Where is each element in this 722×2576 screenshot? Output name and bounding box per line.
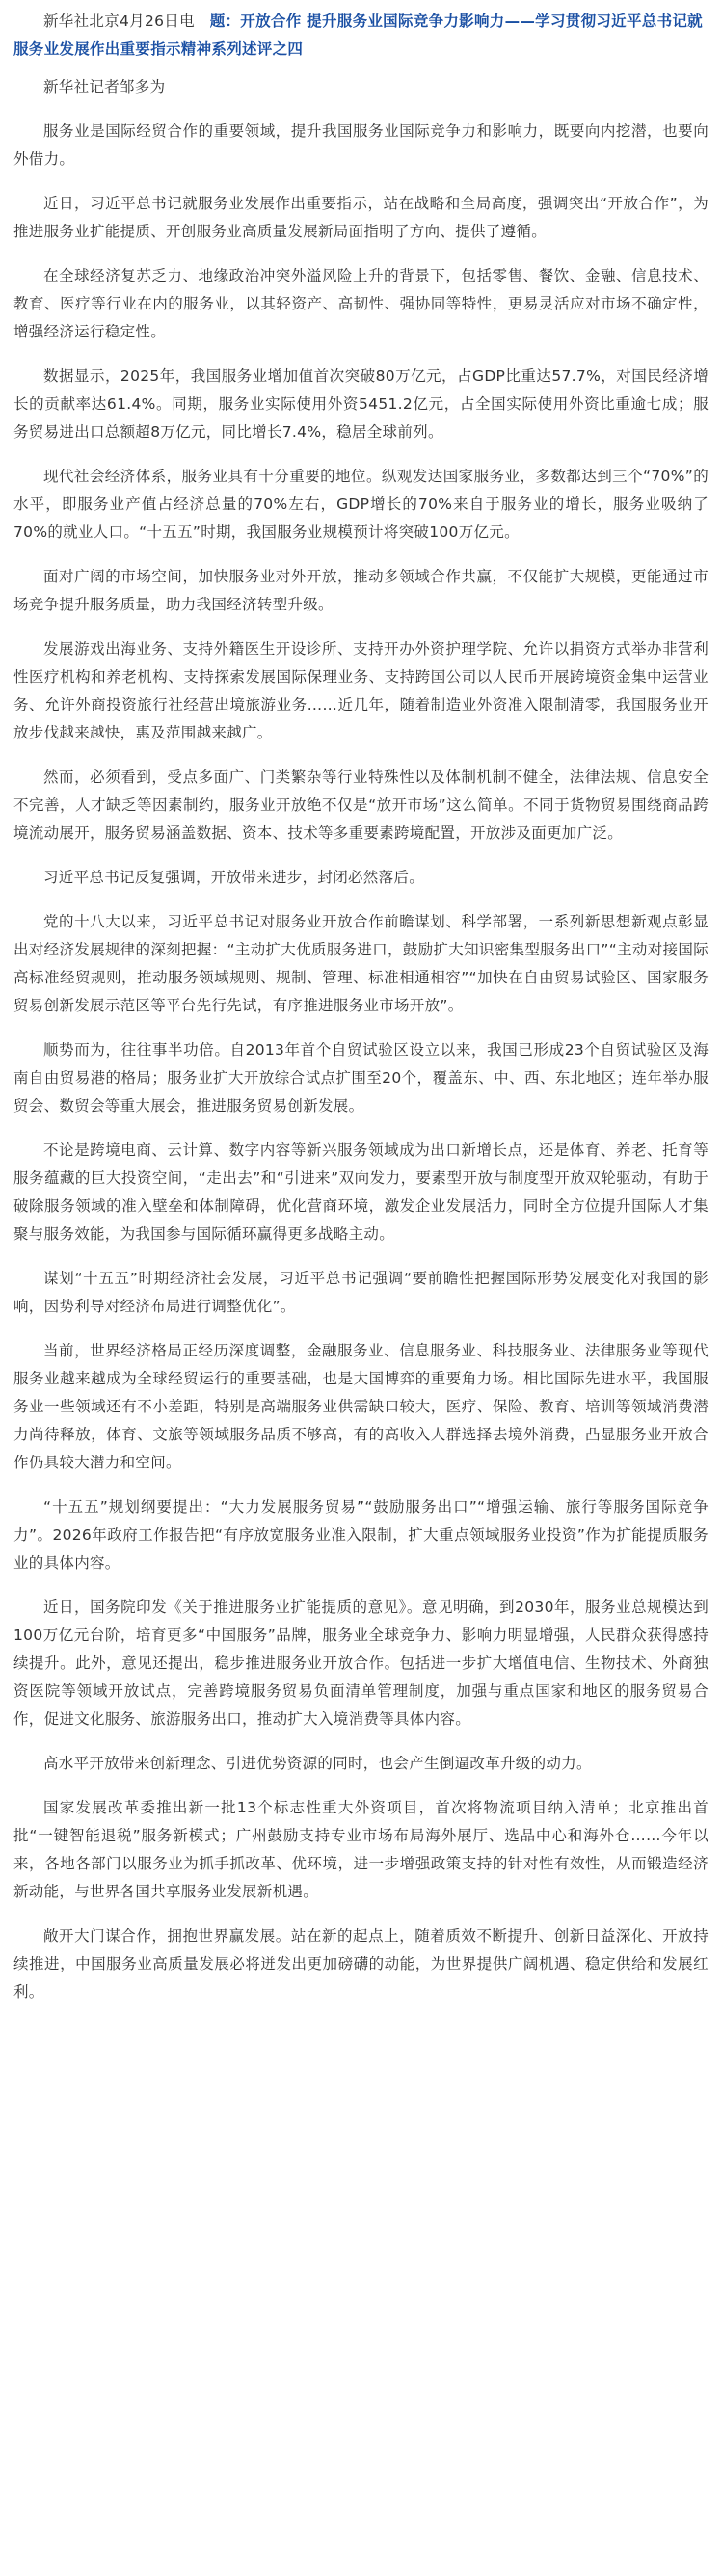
- paragraph: 顺势而为，往往事半功倍。自2013年首个自贸试验区设立以来，我国已形成23个自贸试验区及海南自由贸易港的格局；服务业扩大开放综合试点扩围至20个，覆盖东、中、西、东北地区；连年举办服贸会、数贸会等重大展会，推进服务贸易创新发展。: [13, 1041, 709, 1114]
- paragraph: 现代社会经济体系，服务业具有十分重要的地位。纵观发达国家服务业，多数都达到三个“70%”的水平，即服务业产值占经济总量的70%左右，GDP增长的70%来自于服务业的增长，服务业吸纳了70%的就业人口。“十五五”时期，我国服务业规模预计将突破100万亿元。: [13, 468, 709, 541]
- paragraph: 服务业是国际经贸合作的重要领域，提升我国服务业国际竞争力和影响力，既要向内挖潜，也要向外借力。: [13, 122, 709, 168]
- byline: 新华社记者邹多为: [43, 78, 166, 95]
- paragraph: 当前，世界经济格局正经历深度调整，金融服务业、信息服务业、科技服务业、法律服务业等现代服务业越来越成为全球经贸运行的重要基础，也是大国博弈的重要角力场。相比国际先进水平，我国服务业一些领域还有不小差距，特别是高端服务业供需缺口较大，医疗、保险、教育、培训等领域消费潜力尚待释放，体育、文旅等领域服务品质不够高，有的高收入人群选择去境外消费，凸显服务业开放合作仍具较大潜力和空间。: [13, 1342, 709, 1471]
- paragraph: 近日，习近平总书记就服务业发展作出重要指示，站在战略和全局高度，强调突出“开放合作”，为推进服务业扩能提质、开创服务业高质量发展新局面指明了方向、提供了遵循。: [13, 195, 709, 240]
- paragraph: 党的十八大以来，习近平总书记对服务业开放合作前瞻谋划、科学部署，一系列新思想新观点彰显出对经济发展规律的深刻把握：“主动扩大优质服务进口，鼓励扩大知识密集型服务出口”“主动对接国际高标准经贸规则，推动服务领域规则、规制、管理、标准相通相容”“加快在自由贸易试验区、国家服务贸易创新发展示范区等平台先行先试，有序推进服务业市场开放”。: [13, 913, 709, 1014]
- article-header: [13, 8, 709, 64]
- paragraph: 不论是跨境电商、云计算、数字内容等新兴服务领域成为出口新增长点，还是体育、养老、托育等服务蕴藏的巨大投资空间，“走出去”和“引进来”双向发力，要素型开放与制度型开放双轮驱动，有助于破除服务领域的准入壁垒和体制障碍，优化营商环境，激发企业发展活力，同时全方位提升国际人才集聚与服务效能，为我国参与国际循环赢得更多战略主动。: [13, 1141, 709, 1243]
- paragraph: 数据显示，2025年，我国服务业增加值首次突破80万亿元，占GDP比重达57.7%，对国民经济增长的贡献率达61.4%。同期，服务业实际使用外资5451.2亿元，占全国实际使用外资比重逾七成；服务贸易进出口总额超8万亿元，同比增长7.4%，稳居全球前列。: [13, 367, 709, 441]
- paragraph: 谋划“十五五”时期经济社会发展，习近平总书记强调“要前瞻性把握国际形势发展变化对我国的影响，因势利导对经济布局进行调整优化”。: [13, 1270, 709, 1315]
- paragraph: 近日，国务院印发《关于推进服务业扩能提质的意见》。意见明确，到2030年，服务业总规模达到100万亿元台阶，培育更多“中国服务”品牌，服务业全球竞争力、影响力明显增强，人民群众获得感持续提升。此外，意见还提出，稳步推进服务业开放合作。包括进一步扩大增值电信、生物技术、外商独资医院等领域开放试点，完善跨境服务贸易负面清单管理制度，加强与重点国家和地区的服务贸易合作，促进文化服务、旅游服务出口，推动扩大入境消费等具体内容。: [13, 1598, 709, 1728]
- paragraph: 在全球经济复苏乏力、地缘政治冲突外溢风险上升的背景下，包括零售、餐饮、金融、信息技术、教育、医疗等行业在内的服务业，以其轻资产、高韧性、强协同等特性，更易灵活应对市场不确定性，增强经济运行稳定性。: [13, 267, 709, 340]
- article-title-link[interactable]: 题：开放合作 提升服务业国际竞争力影响力——学习贯彻习近平总书记就服务业发展作出重要指示精神系列述评之四: [13, 13, 703, 58]
- paragraph: 然而，必须看到，受点多面广、门类繁杂等行业特殊性以及体制机制不健全，法律法规、信息安全不完善，人才缺乏等因素制约，服务业开放绝不仅是“放开市场”这么简单。不同于货物贸易围绕商品跨境流动展开，服务贸易涵盖数据、资本、技术等多重要素跨境配置，开放涉及面更加广泛。: [13, 768, 709, 842]
- paragraph: “十五五”规划纲要提出：“大力发展服务贸易”“鼓励服务出口”“增强运输、旅行等服务国际竞争力”。2026年政府工作报告把“有序放宽服务业准入限制，扩大重点领域服务业投资”作为扩能提质服务业的具体内容。: [13, 1498, 709, 1571]
- dateline: 新华社北京4月26日电: [43, 13, 210, 30]
- paragraph: 习近平总书记反复强调，开放带来进步，封闭必然落后。: [43, 869, 425, 886]
- paragraph: 发展游戏出海业务、支持外籍医生开设诊所、支持开办外资护理学院、允许以捐资方式举办非营利性医疗机构和养老机构、支持探索发展国际保理业务、支持跨国公司以人民币开展跨境资金集中运营业务、允许外商投资旅行社经营出境旅游业务……近几年，随着制造业外资准入限制清零，我国服务业开放步伐越来越快，惠及范围越来越广。: [13, 640, 709, 741]
- article-body: [13, 118, 709, 2006]
- paragraph: 敞开大门谋合作，拥抱世界赢发展。站在新的起点上，随着质效不断提升、创新日益深化、开放持续推进，中国服务业高质量发展必将迸发出更加磅礴的动能，为世界提供广阔机遇、稳定供给和发展红利。: [13, 1927, 709, 2000]
- paragraph: 高水平开放带来创新理念、引进优势资源的同时，也会产生倒逼改革升级的动力。: [43, 1755, 592, 1772]
- paragraph: 面对广阔的市场空间，加快服务业对外开放，推动多领域合作共赢，不仅能扩大规模，更能通过市场竞争提升服务质量，助力我国经济转型升级。: [13, 568, 709, 613]
- paragraph: 国家发展改革委推出新一批13个标志性重大外资项目，首次将物流项目纳入清单；北京推出首批“一键智能退税”服务新模式；广州鼓励支持专业市场布局海外展厅、选品中心和海外仓……今年以来，各地各部门以服务业为抓手抓改革、优环境，进一步增强政策支持的针对性有效性，从而锻造经济新动能，与世界各国共享服务业发展新机遇。: [13, 1799, 709, 1900]
